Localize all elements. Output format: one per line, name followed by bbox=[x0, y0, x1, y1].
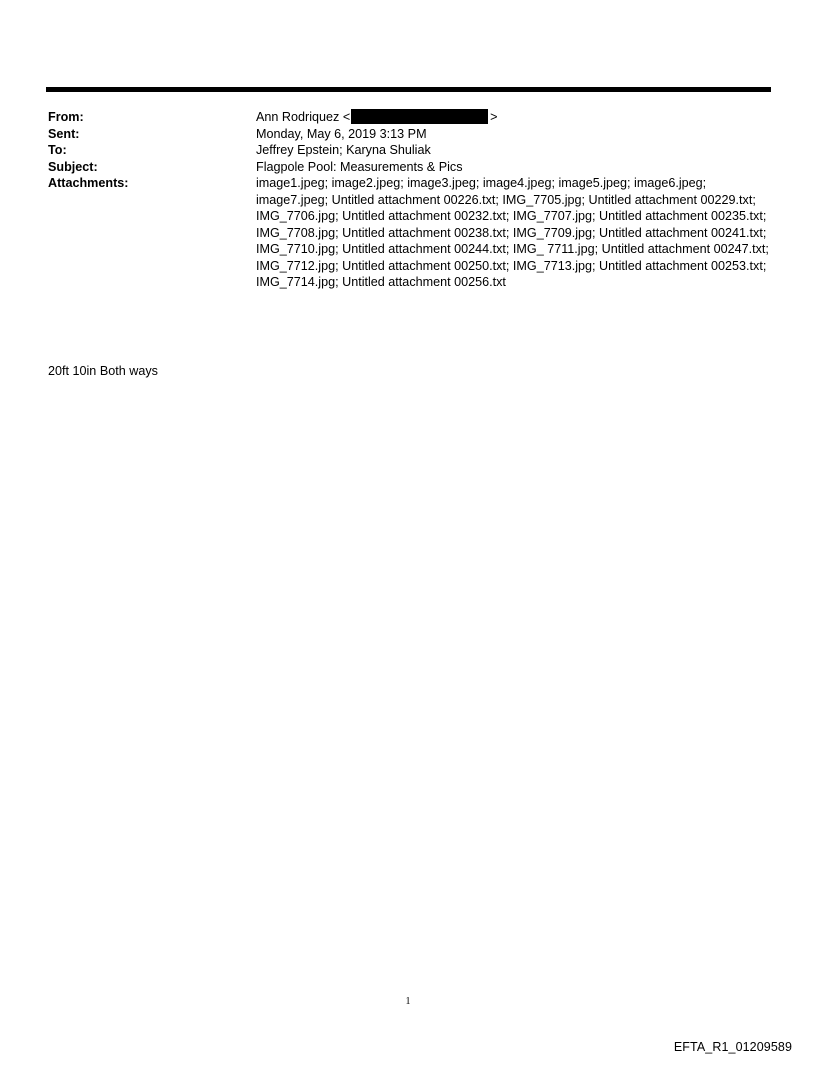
attachments-label: Attachments: bbox=[48, 176, 129, 190]
subject-row bbox=[48, 159, 770, 176]
email-header bbox=[48, 109, 770, 291]
page-number: 1 bbox=[405, 996, 411, 1007]
sent-value: Monday, May 6, 2019 3:13 PM bbox=[256, 126, 427, 141]
to-value: Jeffrey Epstein; Karyna Shuliak bbox=[256, 143, 431, 157]
subject-value: Flagpole Pool: Measurements & Pics bbox=[256, 159, 463, 174]
to-row bbox=[48, 142, 770, 159]
sent-label: Sent: bbox=[48, 126, 80, 141]
email-open-bracket: < bbox=[342, 110, 351, 124]
from-label: From: bbox=[48, 110, 84, 124]
redaction-box bbox=[351, 109, 488, 124]
from-value bbox=[256, 109, 770, 126]
email-close-bracket: > bbox=[490, 110, 498, 124]
sent-row bbox=[48, 126, 770, 143]
attachments-row bbox=[48, 175, 770, 291]
email-body: 20ft 10in Both ways bbox=[48, 364, 158, 378]
header-rule bbox=[46, 87, 771, 92]
sender-name: Ann Rodriquez bbox=[256, 110, 340, 124]
subject-label: Subject: bbox=[48, 159, 98, 174]
from-row bbox=[48, 109, 770, 126]
attachments-value: image1.jpeg; image2.jpeg; image3.jpeg; image4.jpeg; image5.jpeg; image6.jpeg; image7.jpeg; Untitled attachment 00226.txt; IMG_7705.jpg; Untitled attachment 00229.txt; IMG_7706.jpg; Untitled attachment 00232.txt; IMG_7707.jpg; Untitled attachment 00235.txt; IMG_7708.jpg; Untitled attachment 00238.txt; IMG_7709.jpg; Untitled attachment 00241.txt; IMG_7710.jpg; Untitled attachment 00244.txt; IMG_ 7711.jpg; Untitled attachment 00247.txt; IMG_7712.jpg; Untitled attachment 00250.txt; IMG_7713.jpg; Untitled attachment 00253.txt; IMG_7714.jpg; Untitled attachment 00256.txt bbox=[256, 176, 769, 289]
to-label: To: bbox=[48, 143, 67, 157]
bates-number: EFTA_R1_01209589 bbox=[673, 1040, 792, 1054]
